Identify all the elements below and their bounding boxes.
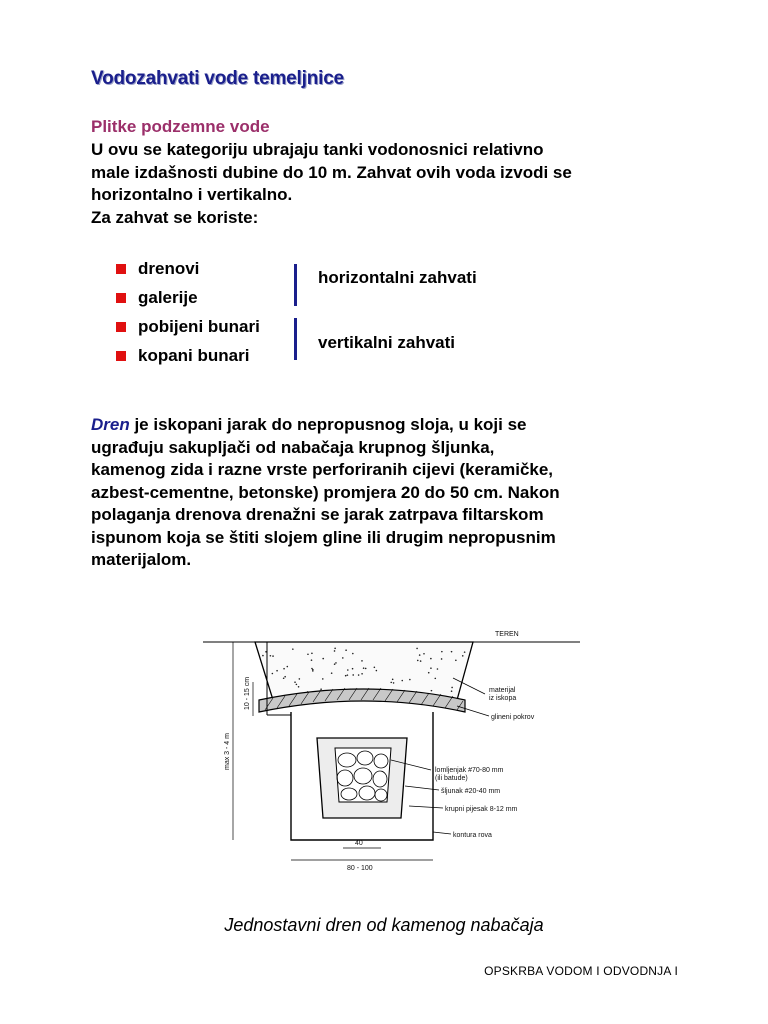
label-dim-10-15: 10 - 15 cm (244, 676, 251, 710)
stipple-dot (320, 688, 322, 690)
stipple-dot (451, 651, 453, 653)
dren-line: azbest-cementne, betonske) promjera 20 do 50 cm. Nakon (91, 482, 560, 502)
square-bullet-icon (116, 322, 126, 332)
stipple-dot (417, 660, 419, 662)
stipple-dot (358, 674, 360, 676)
label-kontura: kontura rova (453, 832, 492, 839)
list-item (116, 254, 260, 283)
figure-caption: Jednostavni dren od kamenog nabačaja (224, 915, 544, 935)
stipple-dot (420, 660, 422, 662)
stipple-dot (283, 668, 285, 670)
dren-line: materijalom. (91, 550, 192, 569)
label-materijal: materijal (489, 687, 516, 694)
stipple-dot (334, 648, 336, 650)
stipple-dot (363, 667, 365, 669)
stipple-dot (390, 682, 392, 684)
stipple-dot (334, 650, 336, 652)
drain-cross-section-diagram (195, 620, 585, 872)
dren-line (91, 414, 705, 437)
stipple-dot (311, 653, 313, 655)
stipple-dot (292, 648, 294, 650)
list-item-label: kopani bunari (138, 346, 250, 365)
stone-core (335, 748, 391, 802)
intro-line: Za zahvat se koriste: (91, 207, 259, 227)
label-glineni: glineni pokrov (491, 714, 535, 721)
list-item-label: galerije (138, 288, 198, 307)
stipple-dot (347, 674, 349, 676)
stipple-dot (451, 687, 453, 689)
stipple-dot (455, 659, 457, 661)
stipple-dot (431, 690, 433, 692)
stipple-dot (322, 678, 324, 680)
stipple-dot (342, 657, 344, 659)
stipple-dot (365, 668, 367, 670)
stipple-dot (286, 666, 288, 668)
stipple-dot (441, 658, 443, 660)
intro-line: U ovu se kategoriju ubrajaju tanki vodonosnici relativno (91, 140, 544, 159)
square-bullet-icon (116, 293, 126, 303)
list-item-label: drenovi (138, 259, 200, 278)
stipple-dot (322, 658, 324, 660)
horizontal-group-bracket (294, 264, 297, 306)
vertical-group-label: vertikalni zahvati (318, 333, 456, 352)
list-item (116, 283, 260, 312)
stipple-dot (374, 666, 376, 668)
dren-term: Dren (91, 415, 130, 434)
intro-line: horizontalno i vertikalno. (91, 185, 293, 204)
stipple-dot (392, 679, 394, 681)
label-materijal-2: iz iskopa (489, 695, 517, 702)
label-lomljenjak: lomljenjak #70-80 mm (435, 767, 504, 774)
list-item (116, 341, 260, 370)
square-bullet-icon (116, 351, 126, 361)
stipple-dot (451, 690, 453, 692)
stipple-dot (311, 659, 313, 661)
stipple-dot (307, 653, 309, 655)
dren-line: kamenog zida i razne vrste perforiranih cijevi (keramičke, (91, 460, 554, 479)
stipple-dot (352, 668, 354, 670)
stipple-dot (419, 654, 421, 656)
stipple-dot (401, 680, 403, 682)
stipple-dot (294, 681, 296, 683)
stipple-dot (262, 655, 264, 657)
intake-types-list (116, 254, 260, 370)
stipple-dot (347, 669, 349, 671)
stipple-dot (464, 651, 466, 653)
stipple-dot (423, 653, 425, 655)
intro-line: male izdašnosti dubine do 10 m. Zahvat ovih voda izvodi se (91, 162, 572, 182)
dren-line: ispunom koja se štiti slojem gline ili drugim nepropusnim (91, 527, 556, 547)
stipple-dot (335, 662, 337, 664)
dren-line-text: je iskopani jarak do nepropusnog sloja, u koji se (129, 415, 527, 434)
label-dim-80-100: 80 - 100 (347, 865, 373, 872)
label-lomljenjak-2: (ili batude) (435, 775, 468, 782)
stipple-dot (430, 667, 432, 669)
stipple-dot (272, 655, 274, 657)
list-item (116, 312, 260, 341)
stipple-dot (416, 648, 418, 650)
page-title: Vodozahvati vode temeljnice (91, 68, 344, 89)
section-heading: Plitke podzemne vode (91, 117, 270, 136)
label-dim-40: 40 (355, 840, 363, 847)
stipple-dot (345, 649, 347, 651)
stipple-dot (409, 679, 411, 681)
stipple-dot (428, 672, 430, 674)
stipple-dot (352, 674, 354, 676)
stipple-dot (345, 675, 347, 677)
stipple-dot (283, 677, 285, 679)
stipple-dot (434, 678, 436, 680)
vertical-group-bracket (294, 318, 297, 360)
stipple-dot (462, 655, 464, 657)
stipple-dot (334, 663, 336, 665)
stipple-dot (272, 673, 274, 675)
stipple-dot (437, 668, 439, 670)
stipple-dot (299, 678, 301, 680)
stipple-dot (298, 686, 300, 688)
stipple-dot (312, 669, 314, 671)
stipple-dot (296, 684, 298, 686)
stipple-dot (270, 655, 272, 657)
stipple-dot (441, 651, 443, 653)
page-footer: OPSKRBA VODOM I ODVODNJA I (484, 964, 678, 978)
stipple-dot (361, 660, 363, 662)
square-bullet-icon (116, 264, 126, 274)
stipple-dot (393, 682, 395, 684)
dren-paragraph (91, 414, 705, 572)
stipple-dot (376, 670, 378, 672)
list-item-label: pobijeni bunari (138, 317, 260, 336)
stipple-dot (276, 670, 278, 672)
stipple-dot (331, 672, 333, 674)
label-dim-max: max 3 - 4 m (224, 733, 231, 770)
label-pijesak: krupni pijesak 8-12 mm (445, 806, 518, 813)
horizontal-group-label: horizontalni zahvati (318, 268, 477, 287)
label-teren: TEREN (495, 631, 519, 638)
intro-paragraph (91, 139, 705, 229)
stipple-dot (284, 676, 286, 678)
stipple-dot (352, 653, 354, 655)
dren-line: polaganja drenova drenažni se jarak zatrpava filtarskom (91, 505, 544, 524)
dren-line: ugrađuju sakupljači od nabačaja krupnog šljunka, (91, 437, 495, 457)
label-sljunak: šljunak #20-40 mm (441, 788, 501, 795)
stipple-dot (430, 658, 432, 660)
stipple-dot (361, 673, 363, 675)
